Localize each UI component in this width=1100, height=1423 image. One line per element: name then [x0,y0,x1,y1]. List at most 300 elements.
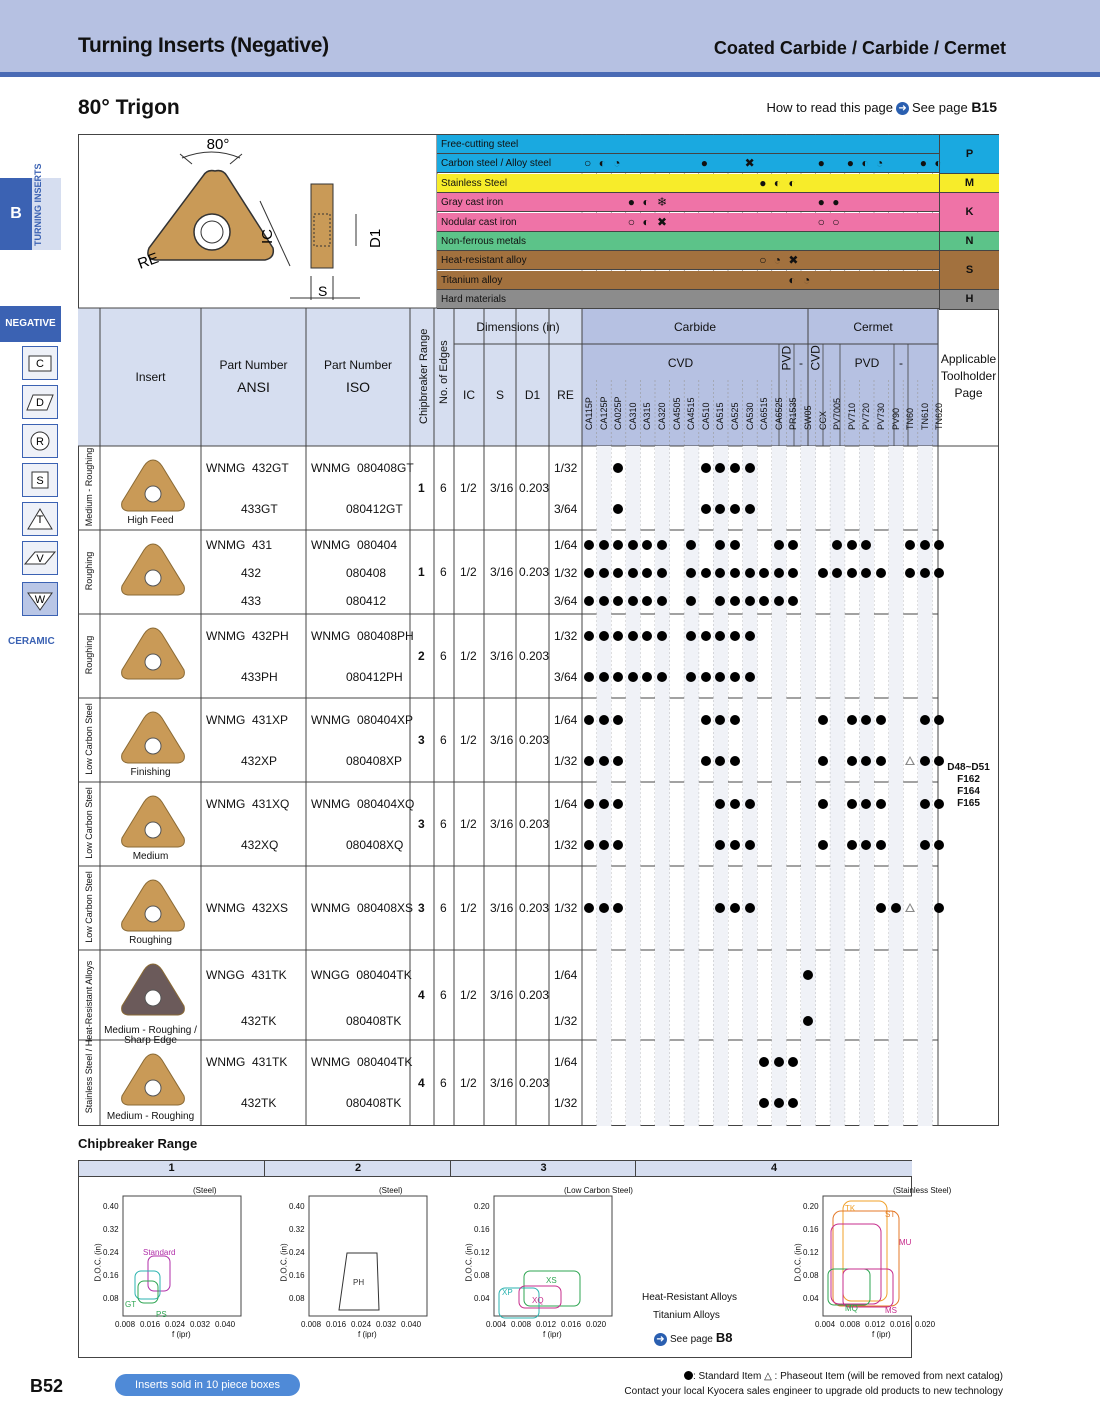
ansi-part-number: 432TK [241,1096,277,1110]
standard-item-dot [920,799,930,809]
ansi-part-number: WNMG 431 [206,538,273,552]
material-suitability-icon: ◐ [788,175,796,190]
re-value: 1/32 [554,901,578,915]
material-row [437,154,999,173]
re-value: 3/64 [554,670,578,684]
chipbreaker-range: 1 [418,481,425,495]
y-tick: 0.16 [289,1271,305,1280]
material-row [437,193,999,212]
y-tick: 0.40 [289,1202,305,1211]
x-tick: 0.024 [165,1320,186,1329]
hra-note: Heat-Resistant Alloys [642,1292,738,1303]
standard-item-dot [730,568,740,578]
chipbreaker-region-label: TK [845,1204,856,1213]
iso-part-number: WNMG 080408GT [311,461,414,475]
header-rule [0,72,1100,77]
standard-item-dot [920,568,930,578]
grade-ca310: CA310 [627,402,638,430]
insert-header: Insert [135,370,166,384]
standard-item-dot [847,540,857,550]
re-value: 1/64 [554,797,578,811]
grade-ca115p: CA115P [584,397,594,430]
re-value: 3/64 [554,502,578,516]
standard-item-dot [657,672,667,682]
standard-item-dot [701,463,711,473]
ansi-part-number: WNMG 431XQ [206,797,290,811]
standard-item-dot [745,840,755,850]
standard-item-dot [599,840,609,850]
iso-part-number: WNMG 080404 [311,538,398,552]
material-suitability-icon: ○ [584,156,592,171]
arrow-right-icon: ➜ [654,1333,667,1346]
d1-label: D1 [367,228,384,248]
material-label: (Steel) [379,1186,403,1195]
re-value: 1/64 [554,713,578,727]
y-tick: 0.32 [289,1225,305,1234]
cvd-cermet-header: CVD [808,345,823,371]
ansi-part-number: 433GT [241,502,278,516]
re-value: 1/64 [554,1055,578,1069]
y-tick: 0.40 [103,1202,119,1211]
chipbreaker-range: 3 [418,733,425,747]
x-tick: 0.008 [511,1320,532,1329]
s-value: 3/16 [490,1076,514,1090]
svg-text:W: W [34,594,46,606]
dimensions-header: Dimensions (in) [476,320,560,334]
ansi-header: Part Number [219,358,288,372]
standard-item-dot [876,715,886,725]
edges-value: 6 [440,988,447,1002]
x-tick: 0.004 [815,1320,836,1329]
grade-pv710: PV710 [846,402,857,430]
header-category: Coated Carbide / Carbide / Cermet [713,38,1006,58]
standard-item-dot [730,631,740,641]
standard-item-dot [730,504,740,514]
shape-tab-v[interactable] [22,541,58,575]
grade-ca320: CA320 [657,402,667,430]
ansi-part-number: WNGG 431TK [206,968,287,982]
material-suitability-icon: ◔ [876,156,884,171]
chipbreaker-range: 2 [418,649,425,663]
s-value: 3/16 [490,817,514,831]
iso-part-number: 080412PH [346,670,403,684]
material-suitability-icon: ✖ [657,214,668,229]
grade-tn60: TN60 [905,407,916,430]
iso-part-number: 080408TK [346,1014,402,1028]
grade-pv7005: PV7005 [832,397,843,430]
x-tick: 0.020 [915,1320,936,1329]
ansi-part-number: 432XQ [241,838,279,852]
iso-part-number: WNMG 080404XQ [311,797,415,811]
material-suitability-icon: ● [832,195,840,210]
chipbreaker-region-label: MU [899,1238,912,1247]
chipbreaker-region-label: XS [546,1276,557,1285]
y-tick: 0.16 [803,1225,819,1234]
chipbreaker-region-label: XP [502,1288,513,1297]
standard-item-dot [803,970,813,980]
standard-item-dot [818,799,828,809]
material-row [437,135,999,154]
material-name: Non-ferrous metals [441,236,527,247]
x-tick: 0.008 [301,1320,322,1329]
y-tick: 0.24 [289,1248,305,1257]
iso-part-number: WNMG 080404XP [311,713,414,727]
standard-item-dot [584,715,594,725]
s-label: S [318,283,328,299]
standard-item-dot [599,568,609,578]
standard-item-dot [730,463,740,473]
y-tick: 0.04 [474,1294,490,1303]
standard-item-dot [730,840,740,850]
re-label: RE [135,249,161,273]
grade-ca315: CA315 [642,402,653,430]
standard-item-dot [745,504,755,514]
ic-value: 1/2 [460,1076,477,1090]
grade-sw05: SW05 [803,405,813,430]
insert-caption: Medium - Roughing [106,1111,195,1122]
angle-label: 80° [206,136,230,153]
re-value: 1/64 [554,968,578,982]
row-group-label: Roughing [84,635,94,675]
material-code-N: N [939,232,999,251]
chipbreaker-region-label: GT [125,1300,137,1309]
standard-item-dot [657,631,667,641]
dash-header-2: - [899,356,903,370]
standard-item-dot [847,756,857,766]
grade-ca4505: CA4505 [671,397,682,430]
standard-item-dot [599,540,609,550]
y-axis-label: D.O.C. (in) [279,1243,289,1282]
standard-item-dot [745,631,755,641]
material-name: Titanium alloy [441,274,503,286]
standard-item-dot [876,840,886,850]
x-tick: 0.016 [326,1320,347,1329]
carbide-header: Carbide [673,320,717,334]
d1-header: D1 [524,388,541,402]
grade-ca510: CA510 [700,402,711,430]
svg-text:D: D [36,397,44,409]
ansi-part-number: 432TK [241,1014,277,1028]
x-tick: 0.032 [190,1320,211,1329]
ansi-part-number: WNMG 431TK [206,1055,288,1069]
chipbreaker-region-label: PH [353,1278,365,1287]
ic-label: IC [259,229,276,244]
material-name: Free-cutting steel [441,139,519,150]
standard-item-dot [818,715,828,725]
edges-value: 6 [440,1076,447,1090]
standard-item-dot [745,596,755,606]
chipbreaker-region-label: PS [156,1310,167,1319]
iso-part-number: 080412GT [346,502,403,516]
svg-text:T: T [36,514,44,526]
shape-tab-c[interactable] [22,346,58,380]
y-tick: 0.04 [803,1294,819,1303]
re-value: 1/32 [554,566,578,580]
standard-item-dot [730,672,740,682]
s-value: 3/16 [490,733,514,747]
ic-header: IC [463,388,475,402]
see-page-b8-link[interactable]: ➜ See page B8 [651,1330,732,1346]
x-axis-label: f (ipr) [358,1330,377,1339]
standard-item-dot [847,799,857,809]
chipbreaker-charts [78,1176,912,1358]
s-value: 3/16 [490,988,514,1002]
chipbreaker-region-label: ST [885,1210,896,1219]
material-suitability-icon: ● [627,195,636,210]
standard-item-dot [730,756,740,766]
section-tab-label: TURNING INSERTS [32,178,61,250]
standard-item-dot [599,799,609,809]
y-tick: 0.16 [103,1271,119,1280]
material-suitability-icon: ◔ [613,156,621,171]
grade-ca025p: CA025P [613,396,624,430]
cb-col-2: 2 [264,1161,451,1177]
material-suitability-icon: ◐ [934,156,942,171]
standard-item-dot [774,540,784,550]
ansi-part-number: WNMG 431XP [206,713,289,727]
standard-item-dot [730,903,740,913]
standard-item-dot [657,596,667,606]
insert-photo [118,1050,188,1110]
material-suitability-icon: ✖ [744,156,755,171]
material-suitability-icon: ○ [759,253,767,268]
material-code-K: K [939,193,999,232]
insert-caption: Medium [132,851,169,862]
standard-item-dot [847,568,857,578]
x-tick: 0.020 [586,1320,607,1329]
standard-item-dot [599,715,609,725]
grade-pv90: PV90 [890,407,901,430]
re-value: 3/64 [554,594,578,608]
material-name: Carbon steel / Alloy steel [441,158,552,170]
section-tab-b[interactable]: B [0,178,32,250]
iso-part-number: WNGG 080404TK [311,968,412,982]
iso-part-number: WNMG 080408XS [311,901,414,915]
standard-item-dot [774,568,784,578]
standard-dot-icon [684,1371,693,1380]
s-value: 3/16 [490,565,514,579]
insert-photo [118,540,188,600]
iso-part-number: 080408 [346,566,387,580]
y-tick: 0.08 [103,1294,119,1303]
category-tab-ceramic[interactable]: CERAMIC [8,636,55,647]
applicable-header-3: Page [954,386,983,400]
material-suitability-icon: ◐ [642,195,650,210]
ic-value: 1/2 [460,901,477,915]
material-name: Heat-resistant alloy [441,255,527,267]
insert-caption: Medium - Roughing / Sharp Edge [104,1025,197,1046]
y-axis-label: D.O.C. (in) [464,1243,474,1282]
material-suitability-icon: ◐ [642,214,650,229]
iso-part-number: 080408XP [346,754,403,768]
cvd-carbide-header: CVD [667,356,694,370]
material-suitability-icon: ❄ [657,195,668,210]
material-row [437,213,999,232]
svg-text:R: R [36,436,44,448]
phaseout-triangle-icon [905,903,915,912]
page-title: Turning Inserts (Negative) [78,34,329,57]
y-tick: 0.32 [103,1225,119,1234]
standard-item-dot [745,463,755,473]
s-value: 3/16 [490,649,514,663]
material-suitability-icon: ✖ [788,253,799,268]
row-group-label: Stainless Steel / Heat-Resistant Alloys [84,960,94,1114]
standard-item-dot [920,540,930,550]
standard-item-dot [584,903,594,913]
standard-item-dot [920,715,930,725]
d1-value: 0.203 [519,481,550,495]
x-tick: 0.008 [115,1320,136,1329]
grade-ca515: CA515 [715,402,726,430]
toolholder-page: F162 [957,774,980,785]
y-axis-label: D.O.C. (in) [93,1243,103,1282]
material-suitability-icon: ◐ [788,272,796,287]
grade-ca530: CA530 [744,402,755,430]
grade-ca125p: CA125P [598,396,609,430]
standard-item-dot [730,540,740,550]
d1-value: 0.203 [519,817,550,831]
row-group-label: Low Carbon Steel [84,703,94,775]
standard-item-dot [701,504,711,514]
d1-value: 0.203 [519,649,550,663]
insert-photo [118,708,188,768]
material-suitability-icon: ● [817,156,825,171]
material-label: (Stainless Steel) [893,1186,952,1195]
applicable-header-2: Toolholder [940,369,997,383]
standard-item-dot [920,840,930,850]
ansi-part-number: 433PH [241,670,278,684]
standard-item-dot [774,1057,784,1067]
chipbreaker-header: Chipbreaker Range [418,328,430,424]
standard-item-dot [876,903,886,913]
edges-value: 6 [440,649,447,663]
row-group-label: Roughing [84,551,94,591]
x-tick: 0.012 [865,1320,886,1329]
ansi-part-number: WNMG 432PH [206,629,289,643]
x-tick: 0.016 [140,1320,161,1329]
re-value: 1/32 [554,1096,578,1110]
material-suitability-icon: ◔ [773,253,782,268]
standard-item-dot [876,756,886,766]
arrow-right-icon: ➜ [896,102,909,115]
insert-photo [118,876,188,936]
standard-item-dot [701,631,711,641]
material-code-M: M [939,174,999,193]
x-tick: 0.016 [890,1320,911,1329]
shape-tab-r[interactable] [22,424,58,458]
y-tick: 0.12 [803,1248,819,1257]
iso-part-number: 080412 [346,594,387,608]
standard-item-dot [701,715,711,725]
standard-item-dot [847,840,857,850]
svg-text:C: C [36,358,44,370]
material-name: Hard materials [441,294,507,306]
insert-caption: Roughing [129,935,172,946]
re-header: RE [557,388,574,402]
material-suitability-icon: ● [919,156,928,171]
x-tick: 0.024 [351,1320,372,1329]
material-row [437,174,999,193]
y-tick: 0.20 [474,1202,490,1211]
y-tick: 0.12 [474,1248,490,1257]
d1-value: 0.203 [519,901,550,915]
category-tab-negative[interactable]: NEGATIVE [0,306,61,342]
x-tick: 0.040 [215,1320,236,1329]
y-tick: 0.08 [289,1294,305,1303]
material-code-H: H [939,290,999,309]
edges-value: 6 [440,565,447,579]
material-row [437,251,999,270]
standard-item-dot [599,631,609,641]
insert-photo [118,960,188,1020]
material-suitability-icon: ◐ [773,175,782,190]
standard-item-dot [730,596,740,606]
standard-item-dot [628,540,638,550]
material-label: (Low Carbon Steel) [564,1186,633,1195]
shape-tab-w[interactable] [22,582,58,616]
standard-item-dot [920,756,930,766]
grade-pv720: PV720 [861,402,872,430]
grade-pr1535: PR1535 [788,397,799,430]
material-row [437,290,999,309]
shape-tab-t[interactable] [22,502,58,536]
cb-col-4: 4 [635,1161,912,1177]
grade-ca525: CA525 [730,402,740,430]
insert-photo [118,624,188,684]
material-row [437,271,999,290]
iso-part-number: 080408TK [346,1096,402,1110]
material-suitability-icon: ○ [627,214,636,229]
standard-item-dot [818,840,828,850]
y-axis-label: D.O.C. (in) [793,1243,803,1282]
material-suitability-icon: ● [846,156,855,171]
iso-header-2: ISO [345,379,371,395]
material-suitability-icon: ○ [817,214,825,229]
x-tick: 0.008 [840,1320,861,1329]
ansi-part-number: 432XP [241,754,278,768]
chipbreaker-range: 1 [418,565,425,579]
standard-item-dot [803,1016,813,1026]
applicable-header: Applicable [940,352,997,366]
d1-value: 0.203 [519,565,550,579]
ic-value: 1/2 [460,649,477,663]
dash-header-1: - [799,356,803,370]
ansi-part-number: 433 [241,594,262,608]
re-value: 1/32 [554,754,578,768]
row-group-label: Low Carbon Steel [84,871,94,943]
chipbreaker-range: 4 [418,988,425,1002]
standard-item-dot [876,568,886,578]
standard-item-dot [745,799,755,809]
y-tick: 0.08 [474,1271,490,1280]
x-axis-label: f (ipr) [172,1330,191,1339]
how-to-read-link[interactable]: How to read this page ➜ See page B15 [766,99,997,115]
ic-value: 1/2 [460,988,477,1002]
x-axis-label: f (ipr) [872,1330,891,1339]
toolholder-page: F165 [957,798,980,809]
standard-item-dot [584,596,594,606]
chipbreaker-range: 4 [418,1076,425,1090]
grade-ccx: CCX [817,410,828,430]
grade-tn620: TN620 [934,402,945,430]
edges-value: 6 [440,901,447,915]
svg-text:V: V [36,553,44,565]
shape-tab-d[interactable] [22,385,58,419]
shape-tab-s[interactable] [22,463,58,497]
pvd-carbide-header: PVD [779,345,794,371]
iso-part-number: WNMG 080408PH [311,629,414,643]
insert-dimension-diagram [100,136,430,306]
